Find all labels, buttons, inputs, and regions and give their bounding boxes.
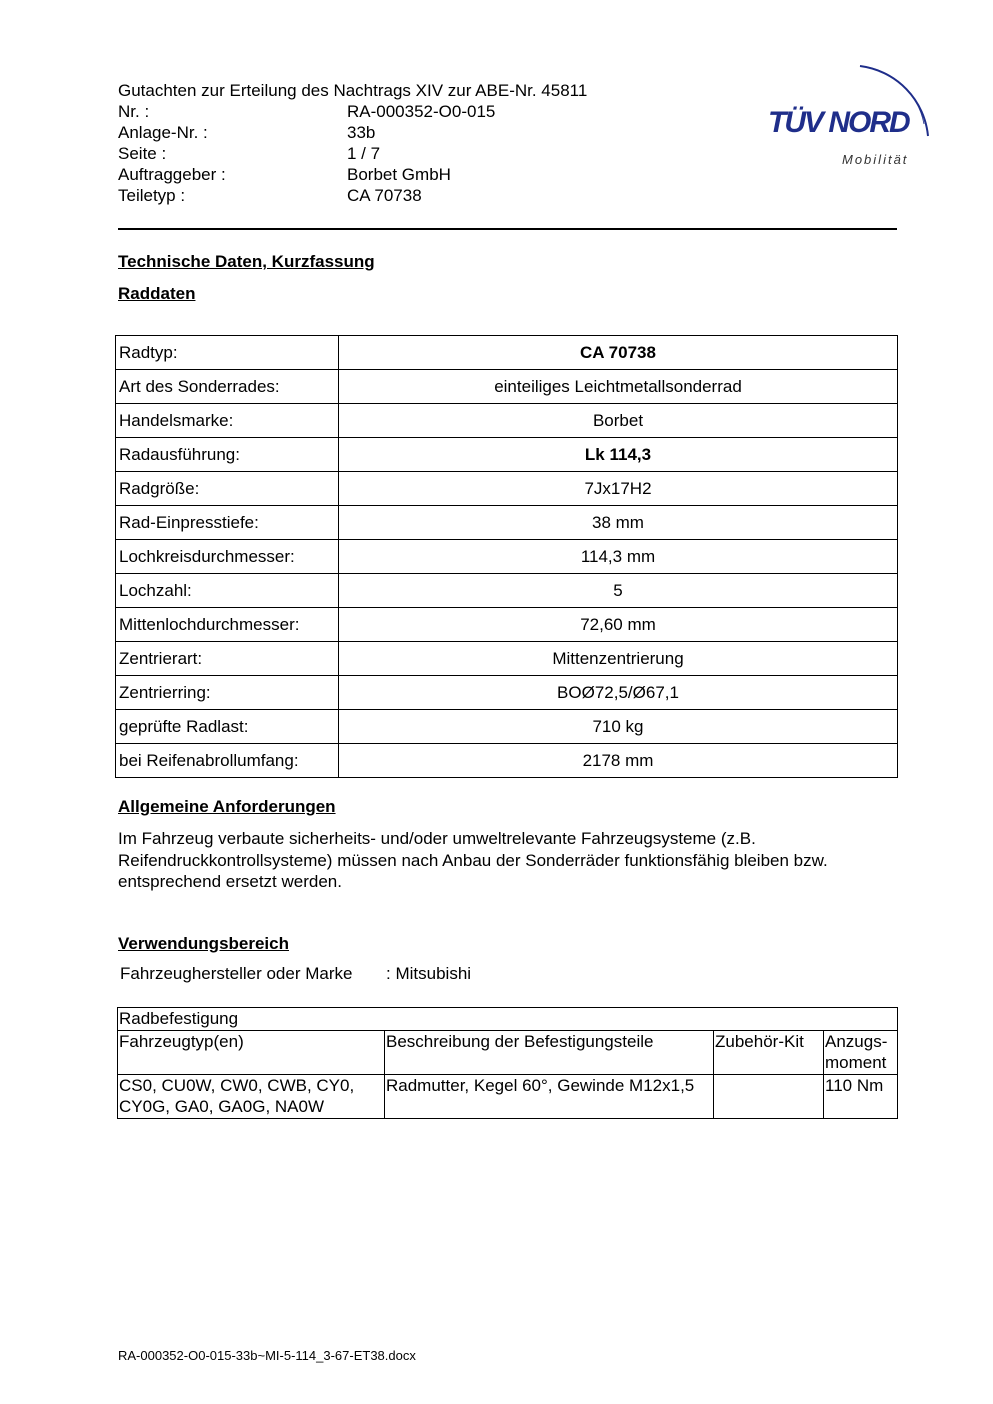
footer-filename: RA-000352-O0-015-33b~MI-5-114_3-67-ET38.docx [118, 1348, 416, 1363]
row-label: Mittenlochdurchmesser: [116, 608, 339, 642]
header-row [118, 185, 587, 206]
row-value: 2178 mm [339, 744, 898, 778]
table-row [116, 710, 898, 744]
row-label: geprüfte Radlast: [116, 710, 339, 744]
header-row [118, 122, 587, 143]
table-row [116, 608, 898, 642]
header-value: 33b [347, 123, 376, 142]
table-row [116, 336, 898, 370]
header-label: Seite : [118, 144, 167, 163]
table-title-row [118, 1008, 898, 1031]
table-row [116, 642, 898, 676]
column-header: Zubehör-Kit [714, 1030, 824, 1074]
header-label: Teiletyp : [118, 186, 186, 205]
tuv-nord-logo [760, 58, 945, 173]
heading-technische-daten: Technische Daten, Kurzfassung [118, 252, 375, 271]
fastener-description: Radmutter, Kegel 60°, Gewinde M12x1,5 [385, 1074, 714, 1118]
header-title: Gutachten zur Erteilung des Nachtrags XIV zur ABE-Nr. 45811 [118, 81, 588, 100]
row-label: bei Reifenabrollumfang: [116, 744, 339, 778]
header-row [118, 143, 587, 164]
radbefestigung-table [117, 1007, 898, 1119]
row-value: 5 [339, 574, 898, 608]
table-row [116, 574, 898, 608]
table-row [116, 370, 898, 404]
row-value: 7Jx17H2 [339, 472, 898, 506]
manufacturer-separator: : [386, 964, 391, 983]
header-value: RA-000352-O0-015 [347, 102, 496, 121]
row-label: Radtyp: [116, 336, 339, 370]
table-row [116, 540, 898, 574]
header-row [118, 101, 587, 122]
row-label: Radausführung: [116, 438, 339, 472]
row-label: Zentrierart: [116, 642, 339, 676]
table-row [116, 744, 898, 778]
row-label: Radgröße: [116, 472, 339, 506]
allgemeine-text: Im Fahrzeug verbaute sicherheits- und/oder umweltrelevante Fahrzeugsysteme (z.B. Reifendruckkontrollsysteme) müssen nach Anbau der Sonderräder funktionsfähig bleiben bzw. entsprechend ersetzt werden. [118, 829, 828, 891]
header-label: Anlage-Nr. : [118, 123, 208, 142]
row-value: Borbet [339, 404, 898, 438]
column-header: Anzugs-moment [824, 1030, 898, 1074]
logo-sub: Mobilität [842, 152, 909, 167]
table-row [116, 438, 898, 472]
heading-allgemeine-anforderungen: Allgemeine Anforderungen [118, 797, 336, 816]
table-title: Radbefestigung [118, 1008, 898, 1031]
heading-raddaten: Raddaten [118, 284, 196, 303]
document-header [118, 80, 587, 206]
row-value: 38 mm [339, 506, 898, 540]
header-value: 1 / 7 [347, 144, 381, 163]
manufacturer-line [120, 964, 471, 984]
row-value: Lk 114,3 [339, 438, 898, 472]
raddaten-table [115, 335, 898, 778]
header-value: CA 70738 [347, 186, 422, 205]
header-value: Borbet GmbH [347, 165, 451, 184]
row-label: Zentrierring: [116, 676, 339, 710]
row-value: BOØ72,5/Ø67,1 [339, 676, 898, 710]
manufacturer-value: Mitsubishi [395, 964, 472, 983]
header-label: Nr. : [118, 102, 150, 121]
vehicle-types: CS0, CU0W, CW0, CWB, CY0, CY0G, GA0, GA0G, NA0W [118, 1074, 385, 1118]
table-row [116, 404, 898, 438]
row-value: 72,60 mm [339, 608, 898, 642]
row-label: Lochzahl: [116, 574, 339, 608]
row-label: Lochkreisdurchmesser: [116, 540, 339, 574]
table-row [116, 676, 898, 710]
row-label: Art des Sonderrades: [116, 370, 339, 404]
accessory-kit [714, 1074, 824, 1118]
header-divider [118, 228, 897, 230]
table-row [116, 506, 898, 540]
logo-brand: TÜV NORD [768, 106, 909, 139]
column-header: Beschreibung der Befestigungsteile [385, 1030, 714, 1074]
row-value: Mittenzentrierung [339, 642, 898, 676]
header-row [118, 164, 587, 185]
torque: 110 Nm [824, 1074, 898, 1118]
heading-verwendungsbereich: Verwendungsbereich [118, 934, 289, 953]
table-header-row [118, 1030, 898, 1074]
row-label: Rad-Einpresstiefe: [116, 506, 339, 540]
table-row [118, 1074, 898, 1118]
row-value: CA 70738 [339, 336, 898, 370]
table-row [116, 472, 898, 506]
row-label: Handelsmarke: [116, 404, 339, 438]
row-value: einteiliges Leichtmetallsonderrad [339, 370, 898, 404]
row-value: 114,3 mm [339, 540, 898, 574]
manufacturer-label: Fahrzeughersteller oder Marke [120, 964, 353, 983]
row-value: 710 kg [339, 710, 898, 744]
column-header: Fahrzeugtyp(en) [118, 1030, 385, 1074]
header-label: Auftraggeber : [118, 165, 226, 184]
